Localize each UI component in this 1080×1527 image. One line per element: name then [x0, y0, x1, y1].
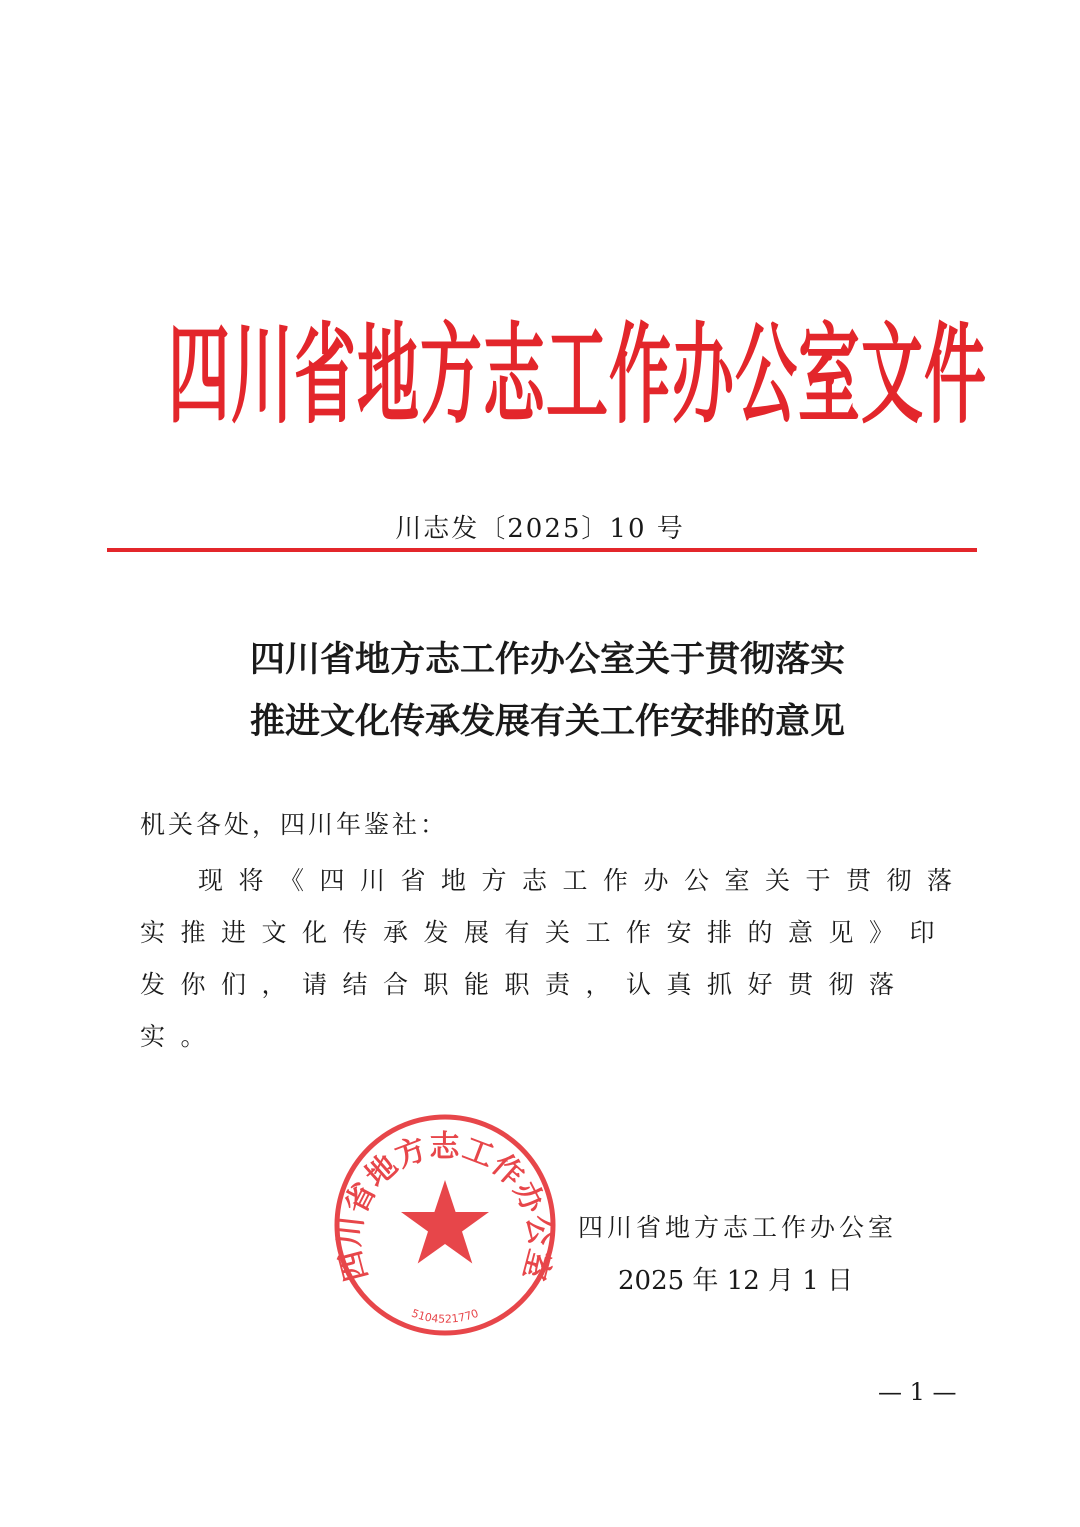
document-title-line-2: 推进文化传承发展有关工作安排的意见: [249, 701, 845, 742]
addressee: 机关各处，四川年鉴社：: [140, 810, 449, 839]
signature-date: 2025 年 12 月 1 日: [618, 1266, 854, 1296]
official-seal: [330, 1110, 560, 1340]
document-header-title: 四川省地方志工作办公室文件: [168, 309, 988, 438]
seal-code: 5104521770: [409, 1306, 481, 1326]
seal-text: 四川省地方志工作办公室: [331, 1129, 559, 1285]
signature-organization: 四川省地方志工作办公室: [578, 1213, 898, 1242]
body-paragraph: 现将《四川省地方志工作办公室关于贯彻落实推进文化传承发展有关工作安排的意见》印发你们，请结合职能职责，认真抓好贯彻落实。: [140, 866, 968, 1051]
page-number: — 1 —: [878, 1378, 957, 1406]
red-divider-line: [107, 548, 977, 552]
document-number: 川志发〔2025〕10 号: [395, 514, 685, 544]
star-icon: [401, 1180, 489, 1264]
document-title-line-1: 四川省地方志工作办公室关于贯彻落实: [249, 639, 845, 680]
